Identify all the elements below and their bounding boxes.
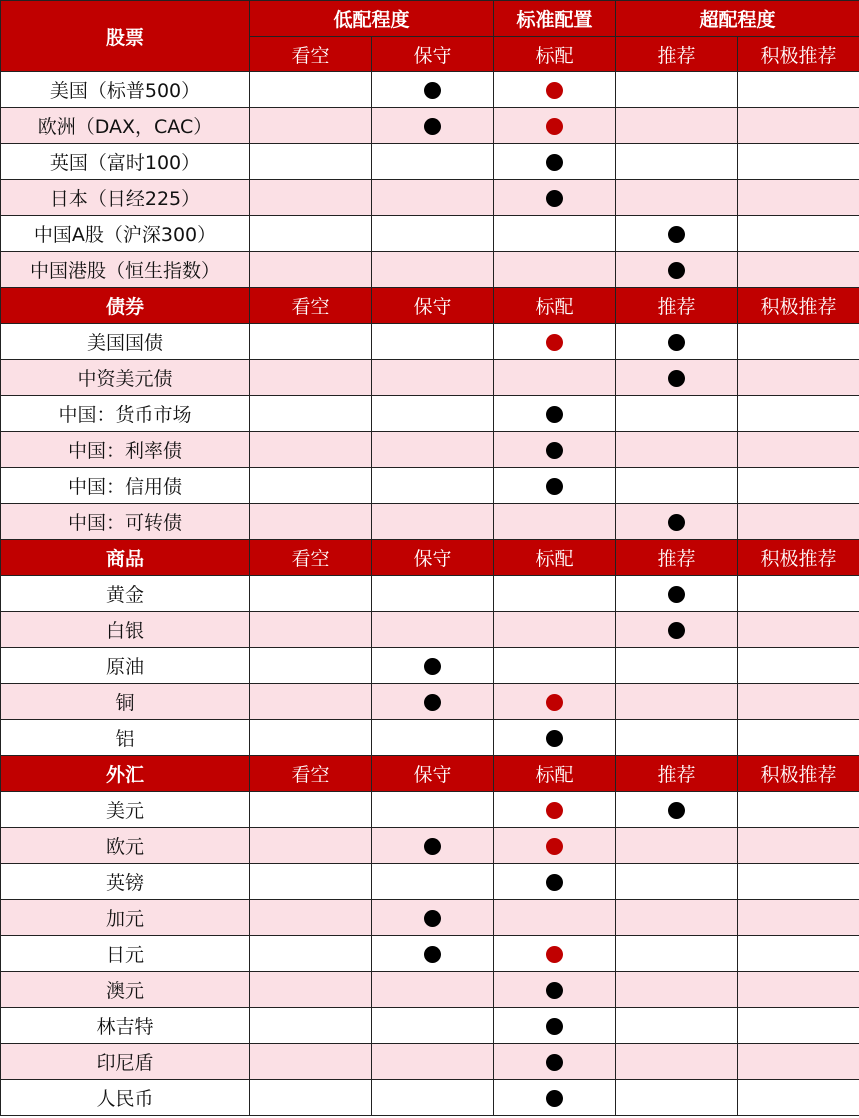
rating-cell <box>738 396 859 432</box>
black-dot-icon <box>424 694 441 711</box>
rating-cell <box>494 1080 616 1116</box>
section-title: 外汇 <box>1 756 250 792</box>
level-header: 看空 <box>250 288 372 324</box>
rating-cell <box>372 180 494 216</box>
table-row <box>1 684 859 720</box>
table-row <box>1 936 859 972</box>
rating-cell <box>250 684 372 720</box>
level-header: 标配 <box>494 540 616 576</box>
black-dot-icon <box>424 82 441 99</box>
rating-cell <box>616 1080 738 1116</box>
rating-cell <box>616 864 738 900</box>
asset-name: 中国：信用债 <box>1 468 250 504</box>
rating-cell <box>616 252 738 288</box>
rating-cell <box>616 576 738 612</box>
level-header: 推荐 <box>616 37 738 72</box>
red-dot-icon <box>546 334 563 351</box>
rating-cell <box>494 900 616 936</box>
rating-cell <box>494 504 616 540</box>
allocation-table-body <box>1 1 859 1116</box>
section-header-row <box>1 288 859 324</box>
level-header: 保守 <box>372 37 494 72</box>
asset-name: 美国国债 <box>1 324 250 360</box>
rating-cell <box>250 180 372 216</box>
rating-cell <box>738 1044 859 1080</box>
black-dot-icon <box>546 442 563 459</box>
rating-cell <box>738 360 859 396</box>
rating-cell <box>616 72 738 108</box>
black-dot-icon <box>668 622 685 639</box>
rating-cell <box>372 504 494 540</box>
rating-cell <box>494 828 616 864</box>
header-group-row <box>1 1 859 37</box>
rating-cell <box>738 252 859 288</box>
rating-cell <box>616 432 738 468</box>
rating-cell <box>250 828 372 864</box>
rating-cell <box>250 1008 372 1044</box>
asset-name: 澳元 <box>1 972 250 1008</box>
table-row <box>1 360 859 396</box>
rating-cell <box>250 144 372 180</box>
asset-name: 原油 <box>1 648 250 684</box>
rating-cell <box>494 936 616 972</box>
section-header-row <box>1 756 859 792</box>
rating-cell <box>616 936 738 972</box>
rating-cell <box>250 1044 372 1080</box>
rating-cell <box>616 612 738 648</box>
asset-name: 林吉特 <box>1 1008 250 1044</box>
red-dot-icon <box>546 838 563 855</box>
table-row <box>1 216 859 252</box>
rating-cell <box>250 612 372 648</box>
level-header: 看空 <box>250 756 372 792</box>
rating-cell <box>250 972 372 1008</box>
black-dot-icon <box>668 802 685 819</box>
group-header-neutral: 标准配置 <box>494 1 616 37</box>
rating-cell <box>738 936 859 972</box>
rating-cell <box>616 828 738 864</box>
black-dot-icon <box>546 874 563 891</box>
asset-name: 日元 <box>1 936 250 972</box>
asset-name: 中资美元债 <box>1 360 250 396</box>
rating-cell <box>494 72 616 108</box>
red-dot-icon <box>546 694 563 711</box>
rating-cell <box>372 72 494 108</box>
table-row <box>1 1044 859 1080</box>
table-row <box>1 972 859 1008</box>
level-header: 保守 <box>372 540 494 576</box>
rating-cell <box>494 216 616 252</box>
black-dot-icon <box>546 190 563 207</box>
rating-cell <box>372 936 494 972</box>
asset-name: 英国（富时100） <box>1 144 250 180</box>
level-header: 看空 <box>250 37 372 72</box>
rating-cell <box>738 468 859 504</box>
rating-cell <box>372 468 494 504</box>
group-header-overweight: 超配程度 <box>616 1 859 37</box>
table-row <box>1 828 859 864</box>
level-header: 推荐 <box>616 288 738 324</box>
rating-cell <box>250 900 372 936</box>
rating-cell <box>494 396 616 432</box>
rating-cell <box>616 900 738 936</box>
asset-name: 印尼盾 <box>1 1044 250 1080</box>
table-row <box>1 900 859 936</box>
black-dot-icon <box>546 1090 563 1107</box>
black-dot-icon <box>668 370 685 387</box>
rating-cell <box>372 108 494 144</box>
rating-cell <box>372 684 494 720</box>
rating-cell <box>738 576 859 612</box>
black-dot-icon <box>546 1018 563 1035</box>
rating-cell <box>494 720 616 756</box>
rating-cell <box>616 360 738 396</box>
table-row <box>1 792 859 828</box>
rating-cell <box>494 180 616 216</box>
rating-cell <box>250 468 372 504</box>
table-row <box>1 504 859 540</box>
table-row <box>1 324 859 360</box>
rating-cell <box>372 972 494 1008</box>
table-row <box>1 180 859 216</box>
rating-cell <box>250 216 372 252</box>
black-dot-icon <box>424 946 441 963</box>
rating-cell <box>250 432 372 468</box>
rating-cell <box>372 1044 494 1080</box>
rating-cell <box>372 252 494 288</box>
rating-cell <box>372 216 494 252</box>
asset-name: 加元 <box>1 900 250 936</box>
black-dot-icon <box>668 226 685 243</box>
level-header: 看空 <box>250 540 372 576</box>
black-dot-icon <box>546 406 563 423</box>
asset-name: 欧洲（DAX，CAC） <box>1 108 250 144</box>
rating-cell <box>372 900 494 936</box>
asset-name: 欧元 <box>1 828 250 864</box>
rating-cell <box>494 108 616 144</box>
rating-cell <box>372 144 494 180</box>
rating-cell <box>616 468 738 504</box>
rating-cell <box>372 396 494 432</box>
rating-cell <box>494 144 616 180</box>
table-row <box>1 252 859 288</box>
asset-name: 铜 <box>1 684 250 720</box>
rating-cell <box>250 792 372 828</box>
rating-cell <box>616 180 738 216</box>
level-header: 积极推荐 <box>738 288 859 324</box>
rating-cell <box>494 684 616 720</box>
rating-cell <box>250 720 372 756</box>
rating-cell <box>616 684 738 720</box>
rating-cell <box>738 648 859 684</box>
rating-cell <box>738 1008 859 1044</box>
rating-cell <box>494 1044 616 1080</box>
table-row <box>1 396 859 432</box>
rating-cell <box>372 324 494 360</box>
rating-cell <box>738 864 859 900</box>
asset-name: 人民币 <box>1 1080 250 1116</box>
rating-cell <box>494 612 616 648</box>
table-row <box>1 108 859 144</box>
rating-cell <box>738 72 859 108</box>
rating-cell <box>616 792 738 828</box>
rating-cell <box>494 1008 616 1044</box>
rating-cell <box>616 216 738 252</box>
rating-cell <box>738 972 859 1008</box>
black-dot-icon <box>668 586 685 603</box>
black-dot-icon <box>546 154 563 171</box>
table-row <box>1 144 859 180</box>
rating-cell <box>616 720 738 756</box>
black-dot-icon <box>668 262 685 279</box>
black-dot-icon <box>546 730 563 747</box>
rating-cell <box>616 108 738 144</box>
asset-name: 铝 <box>1 720 250 756</box>
rating-cell <box>250 864 372 900</box>
table-row <box>1 648 859 684</box>
rating-cell <box>250 396 372 432</box>
table-row <box>1 612 859 648</box>
rating-cell <box>738 792 859 828</box>
rating-cell <box>372 720 494 756</box>
table-row <box>1 72 859 108</box>
rating-cell <box>494 252 616 288</box>
black-dot-icon <box>546 1054 563 1071</box>
section-title: 股票 <box>1 1 250 72</box>
rating-cell <box>250 252 372 288</box>
section-title: 债券 <box>1 288 250 324</box>
asset-name: 中国：可转债 <box>1 504 250 540</box>
table-row <box>1 720 859 756</box>
asset-name: 英镑 <box>1 864 250 900</box>
level-header: 推荐 <box>616 540 738 576</box>
level-header: 推荐 <box>616 756 738 792</box>
table-row <box>1 576 859 612</box>
rating-cell <box>494 972 616 1008</box>
rating-cell <box>372 432 494 468</box>
rating-cell <box>494 468 616 504</box>
asset-name: 日本（日经225） <box>1 180 250 216</box>
group-header-underweight: 低配程度 <box>250 1 494 37</box>
rating-cell <box>738 612 859 648</box>
rating-cell <box>616 648 738 684</box>
rating-cell <box>616 1044 738 1080</box>
section-header-row <box>1 540 859 576</box>
rating-cell <box>738 108 859 144</box>
black-dot-icon <box>424 910 441 927</box>
rating-cell <box>494 576 616 612</box>
black-dot-icon <box>546 982 563 999</box>
rating-cell <box>494 360 616 396</box>
asset-name: 中国：货币市场 <box>1 396 250 432</box>
rating-cell <box>250 360 372 396</box>
asset-name: 中国：利率债 <box>1 432 250 468</box>
section-title: 商品 <box>1 540 250 576</box>
asset-name: 黄金 <box>1 576 250 612</box>
red-dot-icon <box>546 802 563 819</box>
table-row <box>1 432 859 468</box>
black-dot-icon <box>424 118 441 135</box>
rating-cell <box>250 936 372 972</box>
black-dot-icon <box>668 514 685 531</box>
level-header: 标配 <box>494 37 616 72</box>
rating-cell <box>250 324 372 360</box>
rating-cell <box>738 1080 859 1116</box>
black-dot-icon <box>668 334 685 351</box>
table-row <box>1 864 859 900</box>
level-header: 标配 <box>494 288 616 324</box>
level-header: 保守 <box>372 756 494 792</box>
rating-cell <box>372 648 494 684</box>
asset-name: 中国A股（沪深300） <box>1 216 250 252</box>
rating-cell <box>616 396 738 432</box>
rating-cell <box>372 360 494 396</box>
rating-cell <box>372 576 494 612</box>
black-dot-icon <box>546 478 563 495</box>
rating-cell <box>616 504 738 540</box>
rating-cell <box>372 792 494 828</box>
rating-cell <box>738 324 859 360</box>
level-header: 积极推荐 <box>738 37 859 72</box>
rating-cell <box>494 864 616 900</box>
black-dot-icon <box>424 838 441 855</box>
rating-cell <box>494 324 616 360</box>
rating-cell <box>372 612 494 648</box>
rating-cell <box>738 828 859 864</box>
asset-name: 美元 <box>1 792 250 828</box>
level-header: 保守 <box>372 288 494 324</box>
rating-cell <box>250 648 372 684</box>
rating-cell <box>494 432 616 468</box>
rating-cell <box>616 1008 738 1044</box>
red-dot-icon <box>546 82 563 99</box>
rating-cell <box>738 720 859 756</box>
rating-cell <box>738 180 859 216</box>
level-header: 标配 <box>494 756 616 792</box>
rating-cell <box>494 792 616 828</box>
red-dot-icon <box>546 946 563 963</box>
rating-cell <box>738 432 859 468</box>
rating-cell <box>738 684 859 720</box>
table-row <box>1 468 859 504</box>
black-dot-icon <box>424 658 441 675</box>
rating-cell <box>616 324 738 360</box>
table-row <box>1 1008 859 1044</box>
rating-cell <box>738 144 859 180</box>
level-header: 积极推荐 <box>738 756 859 792</box>
rating-cell <box>250 504 372 540</box>
rating-cell <box>738 216 859 252</box>
red-dot-icon <box>546 118 563 135</box>
rating-cell <box>250 576 372 612</box>
table-row <box>1 1080 859 1116</box>
rating-cell <box>372 828 494 864</box>
rating-cell <box>250 1080 372 1116</box>
rating-cell <box>250 108 372 144</box>
rating-cell <box>738 504 859 540</box>
asset-name: 白银 <box>1 612 250 648</box>
rating-cell <box>372 1008 494 1044</box>
rating-cell <box>250 72 372 108</box>
rating-cell <box>372 864 494 900</box>
rating-cell <box>616 144 738 180</box>
rating-cell <box>372 1080 494 1116</box>
asset-name: 美国（标普500） <box>1 72 250 108</box>
rating-cell <box>494 648 616 684</box>
rating-cell <box>616 972 738 1008</box>
level-header: 积极推荐 <box>738 540 859 576</box>
rating-cell <box>738 900 859 936</box>
asset-name: 中国港股（恒生指数） <box>1 252 250 288</box>
